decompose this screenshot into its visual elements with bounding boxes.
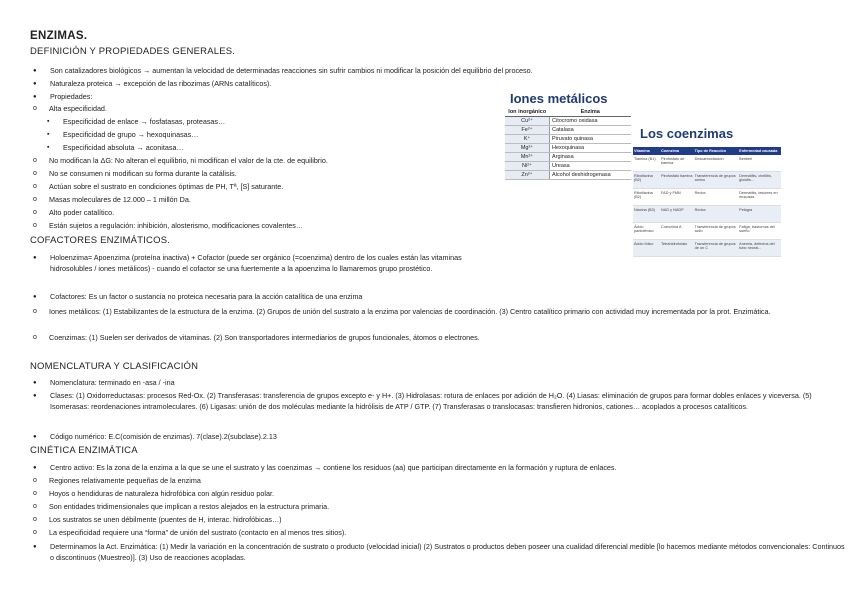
table-cell: Transferencia de grupos de un C — [694, 240, 739, 257]
table-cell: Citocromo oxidasa — [550, 117, 632, 126]
table-row — [505, 171, 631, 180]
table-header: Tipo de Reacción — [694, 147, 739, 155]
coenzimas-table-title: Los coenzimas — [640, 126, 734, 141]
table-cell: Transferencia de grupos amino — [694, 172, 739, 189]
table-cell: Arginasa — [550, 153, 632, 162]
table-cell: Tetrahidrofolato — [660, 240, 694, 257]
page-title: ENZIMAS. — [30, 30, 88, 42]
section-heading-cofactores: COFACTORES ENZIMÁTICOS. — [30, 235, 171, 246]
table-row — [505, 126, 631, 135]
table-header: Enfermedad causada — [738, 147, 781, 155]
table-cell: K⁺ — [505, 135, 550, 144]
table-cell: Zn²⁺ — [505, 171, 550, 180]
table-cell: Tiamina (B1) — [633, 155, 660, 172]
table-cell: Riboflavina (B2) — [633, 172, 660, 189]
table-cell: Cu²⁺ — [505, 117, 550, 126]
table-row — [633, 206, 781, 223]
table-row — [633, 189, 781, 206]
section-heading-nomenclatura: NOMENCLATURA Y CLASIFICACIÓN — [30, 361, 199, 372]
table-row — [505, 135, 631, 144]
table-cell: Ácido fólico — [633, 240, 660, 257]
table-header: Enzima — [550, 108, 632, 117]
coenzimas-table — [633, 147, 781, 257]
table-row — [505, 117, 631, 126]
section-heading-definicion: DEFINICIÓN Y PROPIEDADES GENERALES. — [30, 46, 236, 57]
table-cell: Redox — [694, 189, 739, 206]
table-cell: Redox — [694, 206, 739, 223]
table-cell: Descarboxilación — [694, 155, 739, 172]
table-row — [633, 240, 781, 257]
table-cell: Beriberi — [738, 155, 781, 172]
table-cell: Dermatitis, cheilitis, glositis... — [738, 172, 781, 189]
table-row — [505, 144, 631, 153]
table-header: Vitamina — [633, 147, 660, 155]
table-cell: Piruvato quinasa — [550, 135, 632, 144]
table-cell: NAD y NADP — [660, 206, 694, 223]
table-cell: Transferencia de grupos acilo — [694, 223, 739, 240]
table-cell: Fe²⁺ — [505, 126, 550, 135]
table-cell: Mg²⁺ — [505, 144, 550, 153]
table-header: Coenzima — [660, 147, 694, 155]
table-cell: Fatiga, trastornos del sueño — [738, 223, 781, 240]
table-cell: Ni²⁺ — [505, 162, 550, 171]
table-cell: Riboflavina (B2) — [633, 189, 660, 206]
table-cell: Dermatitis, lesiones en mucosas — [738, 189, 781, 206]
section-heading-cinetica: CINÉTICA ENZIMÁTICA — [30, 445, 138, 456]
table-cell: Pirofosfato tiamina — [660, 172, 694, 189]
table-row — [633, 172, 781, 189]
table-cell: Niacina (B3) — [633, 206, 660, 223]
table-cell: Pirofosfato de tiamina — [660, 155, 694, 172]
table-cell: Ureasa — [550, 162, 632, 171]
table-cell: Alcohol deshidrogenasa — [550, 171, 632, 180]
iones-table — [505, 108, 631, 180]
table-cell: Hexoquinasa — [550, 144, 632, 153]
table-cell: Coenzima A — [660, 223, 694, 240]
table-header: Ion inorgánico — [505, 108, 550, 117]
table-cell: Anemia, defectos del tubo neural... — [738, 240, 781, 257]
table-row — [633, 223, 781, 240]
table-row — [505, 153, 631, 162]
table-cell: Catalasa — [550, 126, 632, 135]
table-cell: Pelagra — [738, 206, 781, 223]
table-cell: Mn²⁺ — [505, 153, 550, 162]
iones-table-title: Iones metálicos — [510, 91, 608, 106]
table-row — [505, 162, 631, 171]
table-cell: FAD y FMN — [660, 189, 694, 206]
table-cell: Ácido pantoténico — [633, 223, 660, 240]
table-row — [633, 155, 781, 172]
